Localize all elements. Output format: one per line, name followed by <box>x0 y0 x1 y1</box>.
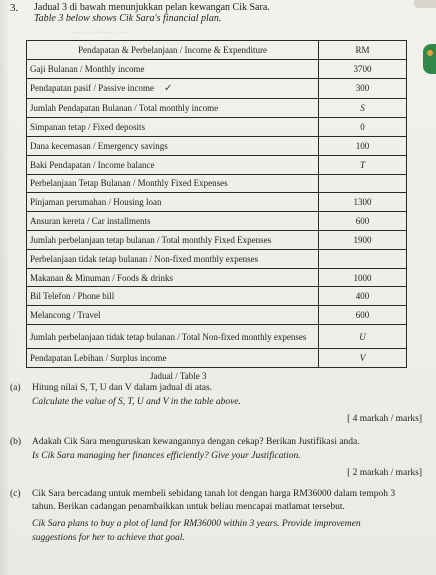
question-c-malay-line2: tahun. Berikan cadangan penambaikkan untuk beliau mencapai matlamat tersebut. <box>32 502 345 512</box>
row-label: Gaji Bulanan / Monthly income <box>30 63 145 74</box>
question-a-english: Calculate the value of S, T, U and V in the table above. <box>32 397 241 407</box>
intro-text-malay: Jadual 3 di bawah menunjukkan pelan kewangan Cik Sara. <box>34 2 270 13</box>
question-b-marks: [ 2 markah / marks] <box>347 468 422 478</box>
corner-tab <box>414 0 436 8</box>
row-label: Melancong / Travel <box>30 310 101 321</box>
table-row <box>27 118 407 137</box>
row-label: Bil Telefon / Phone bill <box>30 291 115 302</box>
row-label: Dana kecemasan / Emergency savings <box>30 140 168 151</box>
table-row <box>27 306 407 325</box>
question-a-marks: [ 4 markah / marks] <box>347 414 422 424</box>
check-mark-icon: ✓ <box>163 82 173 94</box>
table-row <box>27 287 407 306</box>
table-row <box>27 325 407 349</box>
row-amount: 300 <box>319 78 407 99</box>
table-row <box>27 136 407 155</box>
row-amount: 100 <box>319 136 407 155</box>
column-header-rm: RM <box>319 41 407 60</box>
table-row <box>27 155 407 174</box>
table-row <box>27 59 407 78</box>
question-a-label: (a) <box>10 383 21 393</box>
row-amount: 3700 <box>319 59 407 78</box>
column-header-item: Pendapatan & Perbelanjaan / Income & Expenditure <box>27 41 319 60</box>
table-row <box>27 268 407 287</box>
row-label: Simpanan tetap / Fixed deposits <box>30 121 145 132</box>
row-amount: S <box>319 99 407 118</box>
row-label: Jumlah perbelanjaan tidak tetap bulanan / Total Non-fixed monthly expenses <box>30 331 307 342</box>
row-amount: 0 <box>319 118 407 137</box>
row-label: Pendapatan Lebihan / Surplus income <box>30 353 167 364</box>
question-b-english: Is Cik Sara managing her finances efficiently? Give your Justification. <box>32 451 301 461</box>
table-row <box>27 99 407 118</box>
table-row <box>27 174 407 193</box>
row-amount: 1000 <box>319 268 407 287</box>
table-row <box>27 78 407 99</box>
row-label: Jumlah perbelanjaan tetap bulanan / Total monthly Fixed Expenses <box>30 234 272 245</box>
table-row <box>27 249 407 268</box>
financial-plan-table <box>26 40 407 368</box>
question-c-english-line1: Cik Sara plans to buy a plot of land for RM36000 within 3 years. Provide improvemen <box>32 519 361 529</box>
table-row <box>27 193 407 212</box>
row-amount: 1900 <box>319 230 407 249</box>
table-row <box>27 349 407 368</box>
question-b-label: (b) <box>10 437 22 447</box>
row-amount: 1300 <box>319 193 407 212</box>
row-amount: T <box>319 155 407 174</box>
row-amount: 600 <box>319 306 407 325</box>
row-amount: 400 <box>319 287 407 306</box>
row-label: Perbelanjaan Tetap Bulanan / Monthly Fixed Expenses <box>30 178 228 189</box>
table-row <box>27 230 407 249</box>
row-amount: U <box>319 325 407 349</box>
row-label: Pinjaman perumahan / Housing loan <box>30 197 162 208</box>
row-amount: V <box>319 349 407 368</box>
question-c-malay-line1: Cik Sara bercadang untuk membeli sebidang tanah lot dengan harga RM36000 dalam tempoh 3 <box>32 489 396 499</box>
row-amount: 600 <box>319 212 407 231</box>
question-number: 3. <box>10 2 19 14</box>
row-label: Jumlah Pendapatan Bulanan / Total monthly income <box>30 103 219 114</box>
page-shadow <box>0 0 10 575</box>
row-label: Baki Pendapatan / Income balance <box>30 159 155 170</box>
table-caption: Jadual / Table 3 <box>150 371 207 381</box>
row-label: Makanan & Minuman / Foods & drinks <box>30 272 173 283</box>
question-c-english-line2: suggestions for her to achieve that goal. <box>32 533 185 543</box>
row-label: Ansuran kereta / Car installments <box>30 216 151 227</box>
question-a-malay: Hitung nilai S, T, U dan V dalam jadual di atas. <box>32 383 213 393</box>
intro-text-english: Table 3 below shows Cik Sara's financial plan. <box>34 13 222 24</box>
table-header-row <box>27 41 407 60</box>
table-row <box>27 212 407 231</box>
row-amount <box>319 174 407 193</box>
row-label: Perbelanjaan tidak tetap bulanan / Non-fixed monthly expenses <box>30 253 259 264</box>
row-label: Pendapatan pasif / Passive income <box>30 82 154 93</box>
bleed-through-text: ~ ~ ~ ~ ~ ~ ~ ~ ~ ~ <box>70 28 132 37</box>
question-c-label: (c) <box>10 489 21 499</box>
row-amount <box>319 249 407 268</box>
question-b-malay: Adakah Cik Sara menguruskan kewangannya dengan cekap? Berikan Justifikasi anda. <box>32 437 360 447</box>
sticky-tab-icon <box>423 44 436 74</box>
